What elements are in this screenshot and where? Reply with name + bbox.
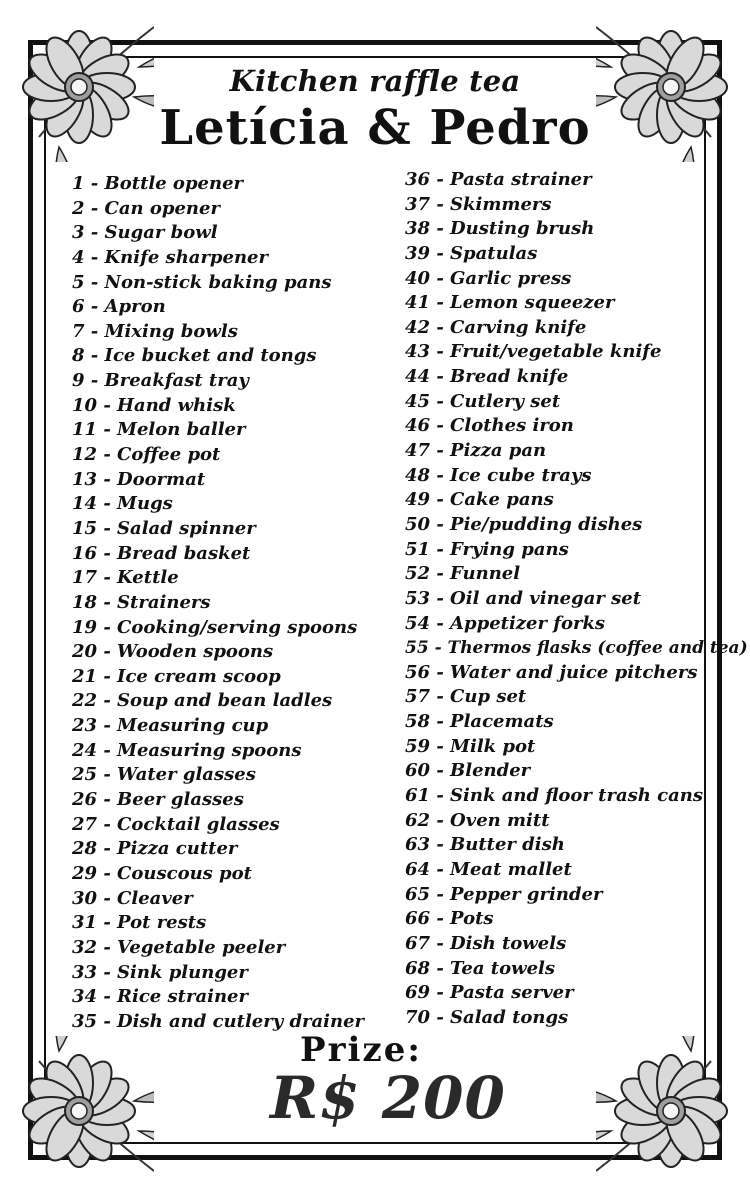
- flower-icon: [4, 1036, 154, 1186]
- list-item: 63 - Butter dish: [405, 834, 565, 856]
- list-item: 26 - Beer glasses: [72, 789, 244, 811]
- list-item: 65 - Pepper grinder: [405, 883, 603, 905]
- list-item: 28 - Pizza cutter: [72, 838, 238, 860]
- list-item: 3 - Sugar bowl: [72, 222, 218, 244]
- list-item: 17 - Kettle: [72, 567, 179, 589]
- list-item: 59 - Milk pot: [405, 735, 536, 757]
- raffle-list-right: [405, 168, 748, 1030]
- list-item: 46 - Clothes iron: [405, 415, 574, 437]
- list-item: 23 - Measuring cup: [72, 715, 269, 737]
- list-item: 27 - Cocktail glasses: [72, 813, 280, 835]
- list-item: 49 - Cake pans: [405, 489, 554, 511]
- list-item: 51 - Frying pans: [405, 538, 569, 560]
- list-item: 44 - Bread knife: [405, 366, 569, 388]
- flower-icon: [596, 1036, 746, 1186]
- list-item: 12 - Coffee pot: [72, 444, 221, 466]
- list-item: 70 - Salad tongs: [405, 1006, 569, 1028]
- list-item: 36 - Pasta strainer: [405, 169, 592, 190]
- event-subtitle: Kitchen raffle tea: [229, 64, 521, 98]
- list-item: 8 - Ice bucket and tongs: [72, 345, 317, 367]
- list-item: 64 - Meat mallet: [405, 858, 572, 880]
- list-item: 47 - Pizza pan: [405, 440, 547, 462]
- list-item: 68 - Tea towels: [405, 957, 556, 979]
- list-item: 53 - Oil and vinegar set: [405, 587, 642, 609]
- list-item: 55 - Thermos flasks (coffee and tea): [405, 638, 748, 659]
- list-item: 4 - Knife sharpener: [72, 246, 268, 268]
- list-item: 29 - Couscous pot: [72, 862, 252, 884]
- list-item: 52 - Funnel: [405, 563, 521, 585]
- list-item: 1 - Bottle opener: [72, 173, 243, 194]
- list-item: 14 - Mugs: [72, 493, 173, 515]
- list-item: 10 - Hand whisk: [72, 394, 236, 416]
- list-item: 33 - Sink plunger: [72, 961, 248, 983]
- prize-amount: R$ 200: [270, 1064, 506, 1132]
- prize-label: Prize:: [300, 1030, 422, 1070]
- list-item: 69 - Pasta server: [405, 982, 574, 1004]
- list-item: 20 - Wooden spoons: [72, 641, 274, 663]
- list-item: 40 - Garlic press: [405, 267, 572, 289]
- raffle-list-left: [72, 172, 364, 1034]
- list-item: 56 - Water and juice pitchers: [405, 661, 698, 683]
- list-item: 6 - Apron: [72, 296, 166, 318]
- list-item: 34 - Rice strainer: [72, 986, 248, 1008]
- list-item: 11 - Melon baller: [72, 419, 246, 441]
- list-item: 58 - Placemats: [405, 711, 554, 733]
- list-item: 22 - Soup and bean ladles: [72, 690, 333, 712]
- list-item: 21 - Ice cream scoop: [72, 665, 281, 687]
- list-item: 13 - Doormat: [72, 468, 206, 490]
- list-item: 42 - Carving knife: [405, 316, 587, 338]
- list-item: 48 - Ice cube trays: [405, 464, 592, 486]
- list-item: 19 - Cooking/serving spoons: [72, 616, 358, 638]
- list-item: 35 - Dish and cutlery drainer: [72, 1010, 365, 1032]
- list-item: 62 - Oven mitt: [405, 809, 550, 831]
- list-item: 16 - Bread basket: [72, 542, 251, 564]
- list-item: 24 - Measuring spoons: [72, 739, 302, 761]
- list-item: 60 - Blender: [405, 760, 531, 782]
- list-item: 50 - Pie/pudding dishes: [405, 513, 643, 535]
- list-item: 66 - Pots: [405, 908, 494, 930]
- list-item: 67 - Dish towels: [405, 932, 567, 954]
- list-item: 54 - Appetizer forks: [405, 612, 606, 634]
- list-item: 38 - Dusting brush: [405, 218, 595, 240]
- list-item: 15 - Salad spinner: [72, 517, 256, 539]
- couple-names-title: Letícia & Pedro: [159, 100, 591, 156]
- list-item: 45 - Cutlery set: [405, 390, 561, 412]
- list-item: 41 - Lemon squeezer: [405, 292, 615, 314]
- list-item: 2 - Can opener: [72, 197, 220, 219]
- list-item: 57 - Cup set: [405, 686, 527, 708]
- list-item: 39 - Spatulas: [405, 242, 538, 264]
- list-item: 43 - Fruit/vegetable knife: [405, 341, 662, 363]
- list-item: 31 - Pot rests: [72, 912, 207, 934]
- list-item: 18 - Strainers: [72, 591, 211, 613]
- list-item: 61 - Sink and floor trash cans: [405, 785, 703, 807]
- list-item: 25 - Water glasses: [72, 764, 256, 786]
- list-item: 5 - Non-stick baking pans: [72, 271, 332, 293]
- list-item: 7 - Mixing bowls: [72, 320, 238, 342]
- list-item: 37 - Skimmers: [405, 193, 552, 215]
- list-item: 9 - Breakfast tray: [72, 370, 249, 392]
- list-item: 32 - Vegetable peeler: [72, 936, 286, 958]
- list-item: 30 - Cleaver: [72, 887, 193, 909]
